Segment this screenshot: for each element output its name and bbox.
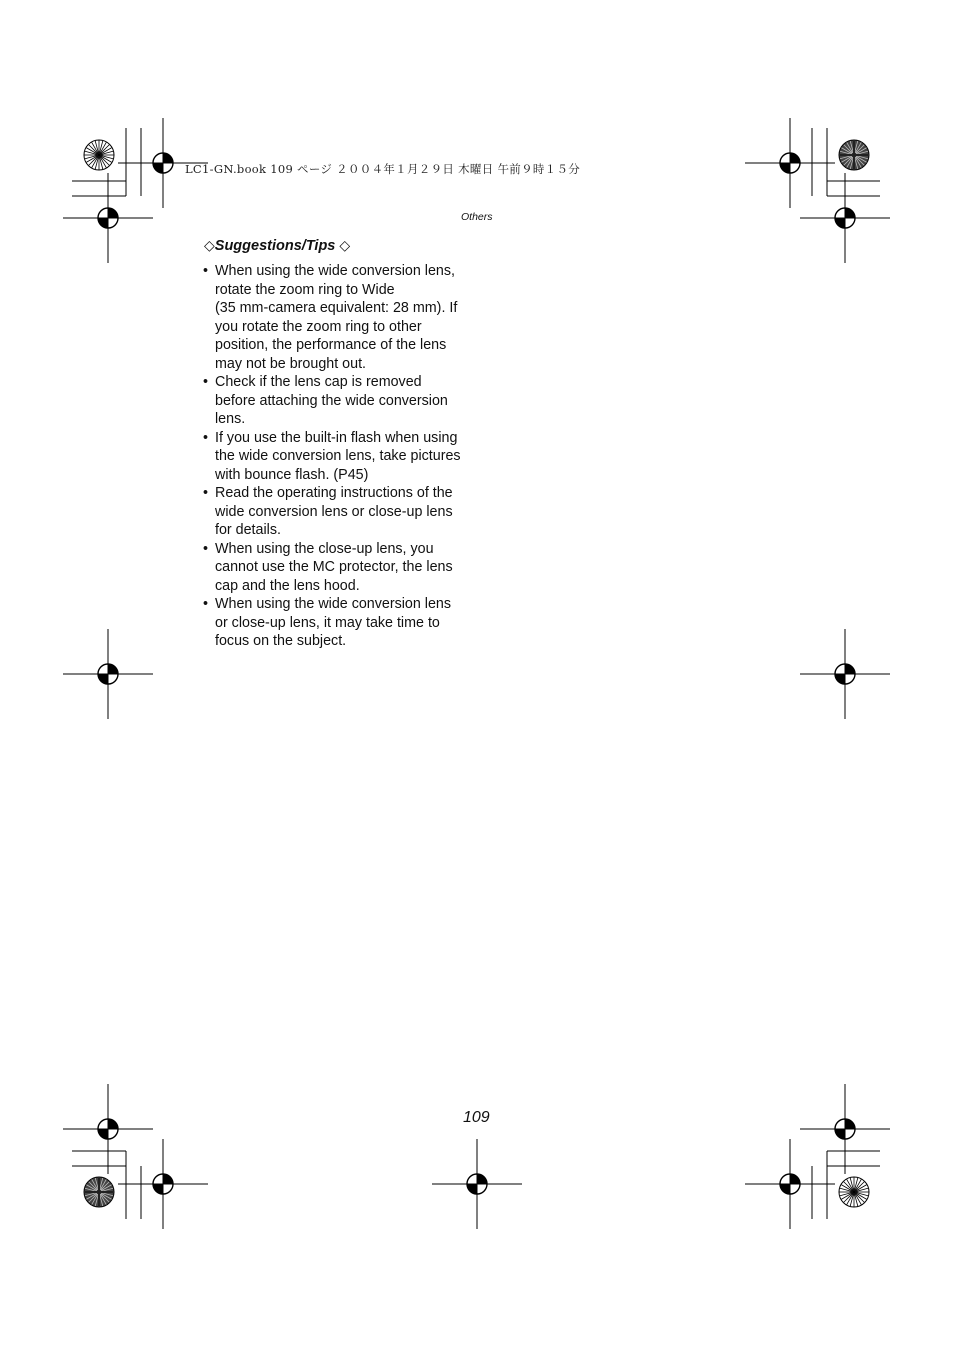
tip-line: When using the wide conversion lens, — [215, 263, 456, 279]
diamond-left-icon: ◇ — [204, 237, 215, 253]
color-wheel-bottom-left — [84, 1177, 114, 1207]
tip-line: you rotate the zoom ring to other — [215, 318, 422, 335]
tip-line: for details. — [215, 522, 281, 538]
tip-item — [203, 540, 469, 596]
color-wheel-top-right — [839, 140, 869, 170]
registration-mark-bottom-right — [745, 1139, 835, 1229]
diamond-right-icon: ◇ — [339, 237, 351, 253]
registration-mark-bottom-center — [432, 1139, 522, 1229]
tip-line: cap and the lens hood. — [215, 577, 360, 594]
registration-mark-right-upper — [800, 173, 890, 263]
tip-line: or close-up lens, it may take time to — [215, 614, 440, 631]
color-wheel-bottom-right — [839, 1177, 869, 1207]
registration-mark-top-right — [745, 118, 835, 208]
tip-line: lens. — [215, 411, 246, 427]
bullet-icon: • — [203, 263, 209, 279]
tip-item — [203, 484, 469, 540]
tip-line: Check if the lens cap is removed — [215, 374, 422, 390]
tip-line: rotate the zoom ring to Wide — [215, 281, 395, 298]
tip-item — [203, 429, 469, 485]
tips-list — [203, 262, 469, 651]
tip-line: When using the wide conversion lens — [215, 596, 452, 612]
tip-line: (35 mm-camera equivalent: 28 mm). If — [215, 300, 458, 316]
registration-mark-bottom-left — [118, 1139, 208, 1229]
page-number: 109 — [463, 1109, 490, 1126]
bullet-icon: • — [203, 429, 209, 446]
tip-line: position, the performance of the lens — [215, 337, 447, 353]
tip-line: When using the close-up lens, you — [215, 540, 434, 557]
tip-line: cannot use the MC protector, the lens — [215, 559, 453, 575]
tip-item — [203, 373, 469, 429]
tip-line: Read the operating instructions of the — [215, 485, 453, 501]
section-heading — [204, 236, 350, 255]
registration-mark-right-lower — [800, 1084, 890, 1174]
bullet-icon: • — [203, 540, 209, 557]
bullet-icon: • — [203, 374, 209, 390]
registration-mark-left-upper — [63, 173, 153, 263]
bullet-icon: • — [203, 485, 209, 501]
tip-item — [203, 262, 469, 373]
section-label: Others — [461, 211, 493, 223]
registration-mark-left-lower — [63, 1084, 153, 1174]
tip-line: before attaching the wide conversion — [215, 392, 448, 409]
color-wheel-top-left — [84, 140, 114, 170]
registration-mark-right-middle — [800, 629, 890, 719]
tip-line: may not be brought out. — [215, 355, 367, 372]
registration-mark-left-middle — [63, 629, 153, 719]
print-slug: LC1-GN.book 109 ページ ２００４年１月２９日 木曜日 午前９時１５分 — [185, 162, 581, 176]
tip-line: focus on the subject. — [215, 633, 347, 649]
heading-text: Suggestions/Tips — [214, 238, 336, 254]
tip-line: wide conversion lens or close-up lens — [215, 503, 453, 520]
tip-line: with bounce flash. (P45) — [215, 466, 369, 483]
tip-line: the wide conversion lens, take pictures — [215, 448, 461, 464]
tip-item — [203, 595, 469, 651]
bullet-icon: • — [203, 596, 209, 612]
tip-line: If you use the built-in flash when using — [215, 429, 458, 446]
